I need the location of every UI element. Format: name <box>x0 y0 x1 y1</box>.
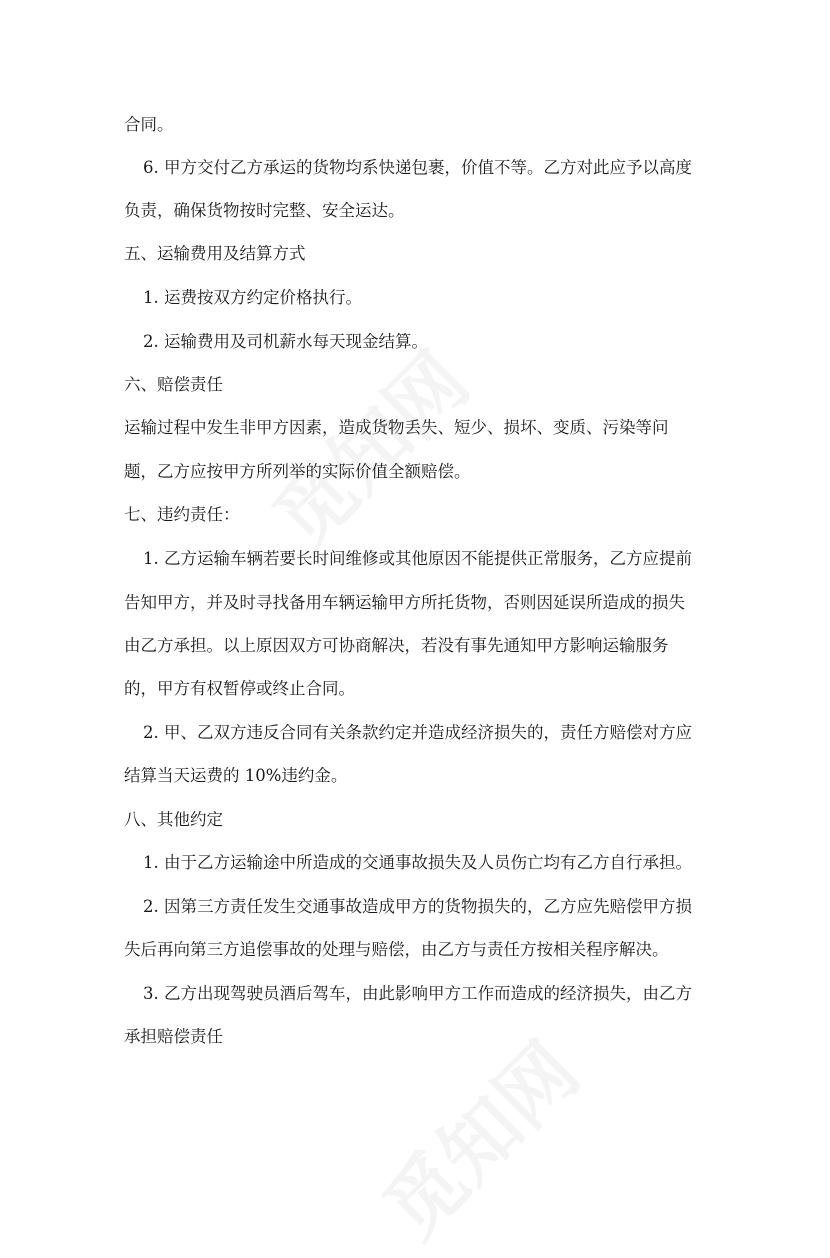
list-item-line: 1. 运费按双方约定价格执行。 <box>143 288 362 307</box>
list-item-line: 6. 甲方交付乙方承运的货物均系快递包裹，价值不等。乙方对此应予以高度 <box>143 158 692 177</box>
paragraph-line: 合同。 <box>124 115 174 134</box>
paragraph-line: 结算当天运费的 10%违约金。 <box>124 766 348 785</box>
section-heading: 七、违约责任： <box>124 505 240 524</box>
list-item-line: 1. 由于乙方运输途中所造成的交通事故损失及人员伤亡均有乙方自行承担。 <box>143 853 692 872</box>
list-item-line: 2. 因第三方责任发生交通事故造成甲方的货物损失的，乙方应先赔偿甲方损 <box>143 897 692 916</box>
section-heading: 五、运输费用及结算方式 <box>124 244 306 263</box>
watermark <box>355 1014 600 1258</box>
list-item-line: 3. 乙方出现驾驶员酒后驾车，由此影响甲方工作而造成的经济损失，由乙方 <box>143 984 692 1003</box>
paragraph-line: 负责，确保货物按时完整、安全运达。 <box>124 201 405 220</box>
section-heading: 八、其他约定 <box>124 810 223 829</box>
watermark <box>245 324 490 569</box>
paragraph-line: 运输过程中发生非甲方因素，造成货物丢失、短少、损坏、变质、污染等问 <box>124 418 669 437</box>
list-item-line: 2. 甲、乙双方违反合同有关条款约定并造成经济损失的，责任方赔偿对方应 <box>143 723 692 742</box>
paragraph-line: 题，乙方应按甲方所列举的实际价值全额赔偿。 <box>124 462 471 481</box>
paragraph-line: 失后再向第三方追偿事故的处理与赔偿，由乙方与责任方按相关程序解决。 <box>124 940 669 959</box>
paragraph-line: 承担赔偿责任 <box>124 1027 223 1046</box>
paragraph-line: 由乙方承担。以上原因双方可协商解决，若没有事先通知甲方影响运输服务 <box>124 636 669 655</box>
section-heading: 六、赔偿责任 <box>124 375 223 394</box>
paragraph-line: 的，甲方有权暂停或终止合同。 <box>124 679 355 698</box>
paragraph-line: 告知甲方，并及时寻找备用车辆运输甲方所托货物，否则因延误所造成的损失 <box>124 593 685 612</box>
list-item-line: 2. 运输费用及司机薪水每天现金结算。 <box>143 332 428 351</box>
list-item-line: 1. 乙方运输车辆若要长时间维修或其他原因不能提供正常服务，乙方应提前 <box>143 549 692 568</box>
